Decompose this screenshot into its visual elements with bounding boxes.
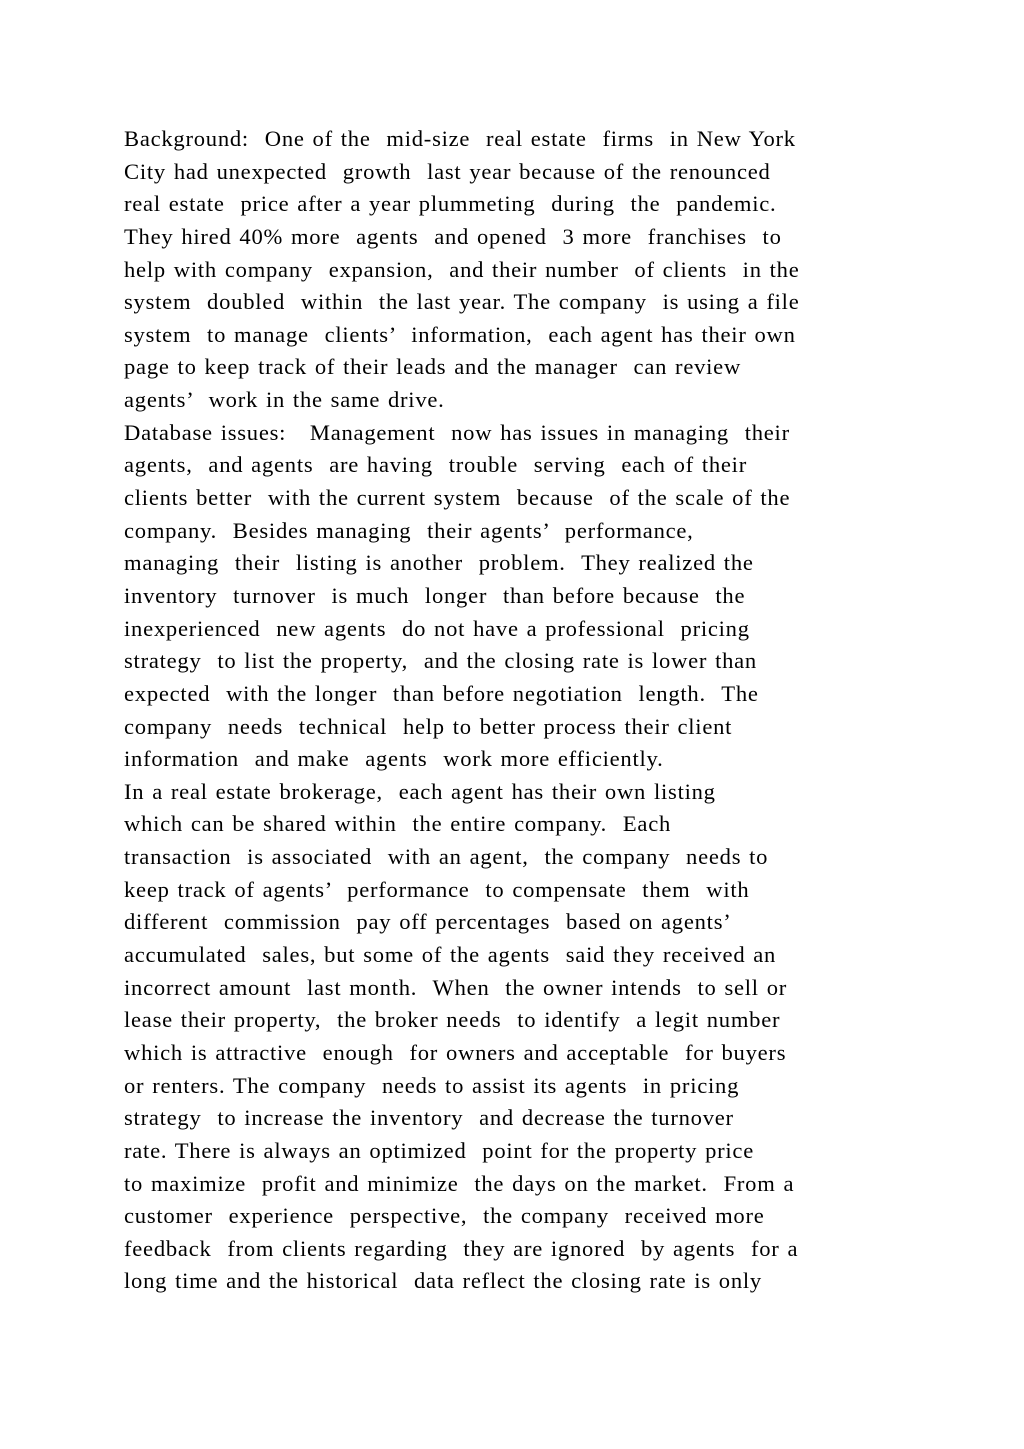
text-line: keep track of agents’ performance to compensate them with	[124, 876, 750, 902]
text-line: help with company expansion, and their number of clients in the	[124, 256, 800, 282]
text-line: managing their listing is another problem. They realized the	[124, 550, 754, 576]
text-line: incorrect amount last month. When the owner intends to sell or	[124, 974, 788, 1000]
text-line: inventory turnover is much longer than before because the	[124, 582, 746, 608]
text-line: or renters. The company needs to assist its agents in pricing	[124, 1072, 740, 1098]
text-line: In a real estate brokerage, each agent has their own listing	[124, 778, 716, 804]
text-line: company needs technical help to better process their client	[124, 713, 733, 739]
text-line: strategy to increase the inventory and decrease the turnover	[124, 1105, 734, 1131]
text-line: Background: One of the mid-size real estate firms in New York	[124, 126, 796, 151]
text-line: system doubled within the last year. The company is using a file	[124, 289, 800, 315]
text-line: They hired 40% more agents and opened 3 more franchises to	[124, 223, 782, 249]
text-line: City had unexpected growth last year because of the renounced	[124, 158, 771, 184]
text-line: real estate price after a year plummeting during the pandemic.	[124, 191, 777, 217]
text-line: Database issues: Management now has issues in managing their	[124, 419, 790, 445]
text-line: rate. There is always an optimized point for the property price	[124, 1137, 754, 1163]
text-line: agents, and agents are having trouble serving each of their	[124, 452, 747, 478]
text-line: which can be shared within the entire company. Each	[124, 811, 672, 837]
text-line: lease their property, the broker needs to identify a legit number	[124, 1007, 781, 1033]
text-line: to maximize profit and minimize the days on the market. From a	[124, 1170, 795, 1196]
text-line: different commission pay off percentages based on agents’	[124, 909, 732, 935]
text-line: accumulated sales, but some of the agents said they received an	[124, 942, 777, 968]
text-line: information and make agents work more efficiently.	[124, 746, 664, 772]
text-line: which is attractive enough for owners and acceptable for buyers	[124, 1039, 787, 1065]
text-line: page to keep track of their leads and the manager can review	[124, 354, 742, 380]
text-line: strategy to list the property, and the closing rate is lower than	[124, 648, 757, 674]
text-line: system to manage clients’ information, each agent has their own	[124, 321, 796, 347]
text-line: clients better with the current system because of the scale of the	[124, 485, 791, 511]
text-line: long time and the historical data reflect the closing rate is only	[124, 1268, 762, 1294]
body-text	[124, 123, 924, 1298]
text-line: feedback from clients regarding they are ignored by agents for a	[124, 1235, 799, 1261]
text-line: agents’ work in the same drive.	[124, 387, 445, 413]
text-line: inexperienced new agents do not have a professional pricing	[124, 615, 750, 641]
text-line: transaction is associated with an agent, the company needs to	[124, 844, 769, 870]
text-line: company. Besides managing their agents’ performance,	[124, 517, 694, 543]
text-line: expected with the longer than before negotiation length. The	[124, 680, 759, 706]
text-line: customer experience perspective, the company received more	[124, 1203, 765, 1229]
